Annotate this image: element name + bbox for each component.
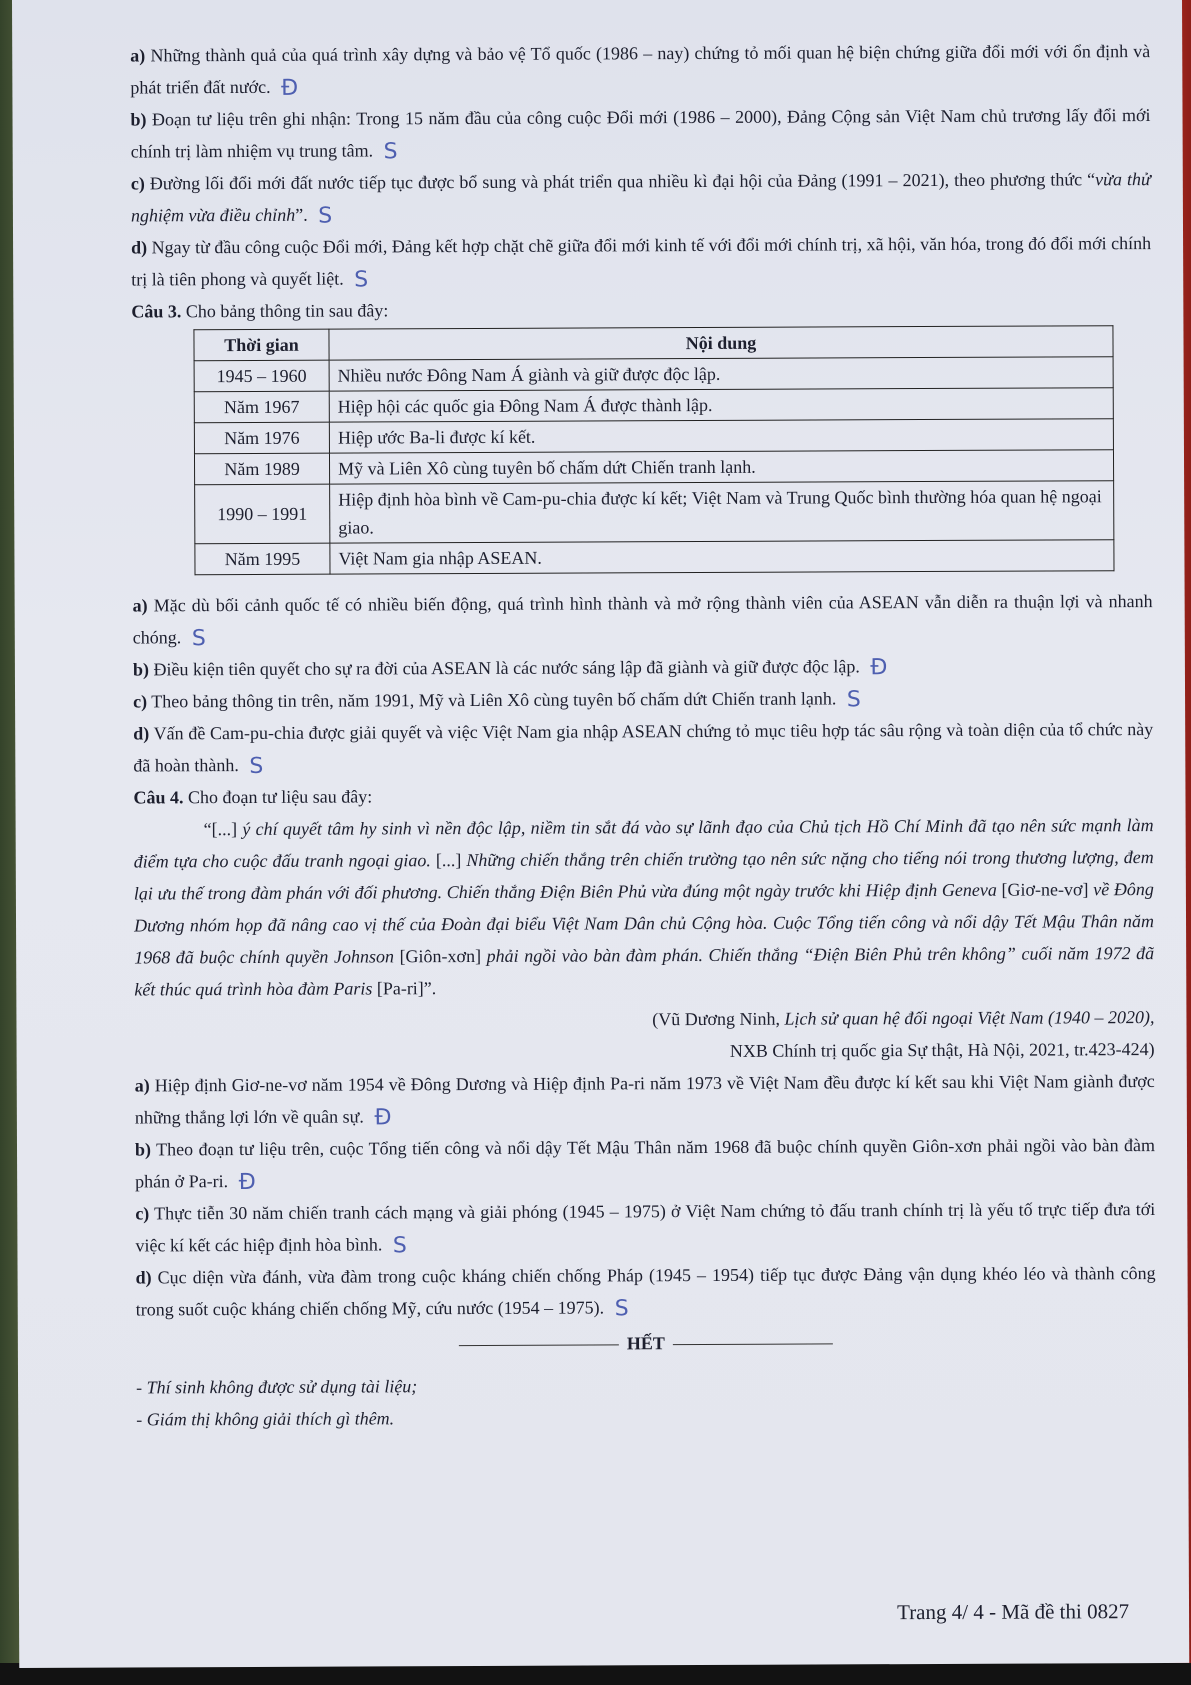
quote-ellipsis: [...]: [430, 850, 467, 871]
q3-statement-b: [133, 649, 1153, 685]
row-time: Năm 1976: [194, 422, 329, 454]
q3-a-text: Mặc dù bối cảnh quốc tế có nhiều biến động, quá trình hình thành và mở rộng thành viên của ASEAN vẫn diễn ra thuận lợi và nhanh chóng.: [132, 591, 1153, 648]
q4-prompt: Cho đoạn tư liệu sau đây:: [187, 786, 373, 808]
q2-statement-a: [130, 35, 1150, 103]
handwritten-mark: S: [392, 1233, 407, 1259]
row-time: 1945 – 1960: [194, 360, 329, 392]
q2-statement-b: [130, 99, 1150, 167]
handwritten-mark: S: [249, 753, 264, 779]
q4-number: Câu 4.: [133, 787, 184, 808]
exam-page: [12, 0, 1189, 1668]
q4-quote: [134, 809, 1155, 1005]
handwritten-mark: Đ: [870, 655, 888, 681]
q2-c-text-end: ”.: [295, 204, 308, 225]
end-marker: [136, 1325, 1156, 1361]
q2-a-text: Những thành quả của quá trình xây dựng và bảo vệ Tổ quốc (1986 – nay) chứng tỏ mối quan hệ biện chứng giữa đổi mới với ổn định và phát triển đất nước.: [130, 41, 1151, 98]
q2-c-label: c): [130, 173, 145, 194]
quote-gloss-paris: [Pa-ri]”.: [372, 978, 437, 999]
page-footer: Trang 4/ 4 - Mã đề thi 0827: [897, 1599, 1130, 1625]
q2-c-italic-text: vừa thử nghiệm vừa điều chỉnh: [130, 169, 1151, 226]
end-text: HẾT: [626, 1333, 665, 1354]
table-header-row: [194, 326, 1113, 361]
header-time: Thời gian: [194, 329, 329, 361]
q3-d-label: d): [133, 723, 150, 744]
quote-part-3: về Đông Dương nhóm họp đã nâng cao vị thế của Đoàn đại biểu Việt Nam Dân chủ Cộng hòa. Cuộc Tổng tiến công và nổi dậy Tết Mậu Thân năm 1968 đã buộc chính quyền Johnson: [133, 879, 1155, 968]
q4-b-text: Theo đoạn tư liệu trên, cuộc Tổng tiến công và nổi dậy Tết Mậu Thân năm 1968 đã buộc chính quyền Giôn-xơn phải ngồi vào bàn đàm phán ở Pa-ri.: [135, 1135, 1156, 1192]
q3-b-text: Điều kiện tiên quyết cho sự ra đời của ASEAN là các nước sáng lập đã giành và giữ được độc lập.: [153, 656, 860, 680]
q4-a-text: Hiệp định Giơ-ne-vơ năm 1954 về Đông Dương và Hiệp định Pa-ri năm 1973 về Việt Nam đều được kí kết sau khi Việt Nam giành được những thắng lợi lớn về quân sự.: [134, 1071, 1155, 1128]
table-row: [194, 388, 1113, 423]
q3-number: Câu 3.: [131, 301, 182, 322]
handwritten-mark: S: [318, 203, 333, 229]
q4-source: [134, 1001, 1154, 1037]
quote-gloss-johnson: [Giôn-xơn]: [393, 945, 487, 967]
q4-c-text: Thực tiễn 30 năm chiến tranh cách mạng và giải phóng (1945 – 1975) ở Việt Nam chứng tỏ đấu tranh chính trị là yếu tố trực tiếp đưa tới việc kí kết các hiệp định hòa bình.: [135, 1199, 1156, 1256]
q2-statement-c: [131, 163, 1151, 231]
table-row: [194, 419, 1113, 454]
q2-statement-d: [131, 227, 1151, 295]
q2-d-label: d): [131, 237, 148, 258]
q4-a-label: a): [134, 1075, 150, 1096]
row-time: Năm 1967: [194, 391, 329, 423]
row-content: Hiệp hội các quốc gia Đông Nam Á được thành lập.: [329, 388, 1113, 422]
divider: [673, 1344, 833, 1346]
handwritten-mark: Đ: [281, 75, 299, 101]
quote-gloss-geneva: [Giơ-ne-vơ]: [996, 879, 1094, 900]
q4-c-label: c): [135, 1203, 150, 1224]
handwritten-mark: S: [846, 687, 861, 713]
q4-d-label: d): [135, 1267, 152, 1288]
quote-part-1: ý chí quyết tâm hy sinh vì nền độc lập, niềm tin sắt đá vào sự lãnh đạo của Chủ tịch Hồ Chí Minh đã tạo nên sức mạnh làm điểm tựa cho cuộc đấu tranh ngoại giao.: [133, 815, 1154, 872]
note-proctor: - Giám thị không giải thích gì thêm.: [136, 1408, 395, 1430]
handwritten-mark: Đ: [238, 1169, 256, 1195]
q3-c-text: Theo bảng thông tin trên, năm 1991, Mỹ và Liên Xô cùng tuyên bố chấm dứt Chiến tranh lạnh.: [151, 688, 837, 712]
row-content: Nhiều nước Đông Nam Á giành và giữ được độc lập.: [329, 357, 1113, 391]
row-content: Việt Nam gia nhập ASEAN.: [330, 540, 1114, 574]
handwritten-mark: Đ: [374, 1105, 392, 1131]
row-content: Mỹ và Liên Xô cùng tuyên bố chấm dứt Chiến tranh lạnh.: [329, 450, 1113, 484]
q4-statement-d: [136, 1257, 1156, 1325]
table-row: [195, 481, 1114, 544]
header-content: Nội dung: [329, 326, 1113, 360]
q2-c-text: Đường lối đổi mới đất nước tiếp tục được bổ sung và phát triển qua nhiều kì đại hội của Đảng (1991 – 2021), theo phương thức “: [149, 169, 1096, 194]
row-time: Năm 1989: [194, 453, 329, 485]
q3-heading: [131, 291, 1151, 327]
q4-b-label: b): [134, 1139, 152, 1160]
q3-d-text: Vấn đề Cam-pu-chia được giải quyết và việc Việt Nam gia nhập ASEAN chứng tỏ mục tiêu hợp tác sâu rộng và toàn diện của tổ chức này đã hoàn thành.: [133, 719, 1154, 776]
q4-statement-c: [135, 1193, 1155, 1261]
q4-heading: [133, 777, 1153, 813]
q3-statement-a: [133, 585, 1153, 653]
source-publisher: NXB Chính trị quốc gia Sự thật, Hà Nội, 2021, tr.423-424): [729, 1039, 1155, 1061]
q3-b-label: b): [132, 659, 149, 680]
divider: [459, 1345, 619, 1347]
handwritten-mark: S: [354, 267, 369, 293]
q2-a-label: a): [130, 45, 146, 66]
q4-statement-b: [135, 1129, 1155, 1197]
handwritten-mark: S: [191, 626, 206, 652]
q3-c-label: c): [133, 691, 148, 712]
table-row: [194, 450, 1113, 485]
handwritten-mark: S: [383, 139, 398, 165]
q4-statement-a: [135, 1065, 1155, 1133]
q3-prompt: Cho bảng thông tin sau đây:: [185, 300, 389, 322]
table-row: [195, 540, 1114, 575]
q3-info-table: [193, 325, 1114, 575]
q4-d-text: Cục diện vừa đánh, vừa đàm trong cuộc kháng chiến chống Pháp (1945 – 1954) tiếp tục được Đảng vận dụng khéo léo và thành công trong suốt cuộc kháng chiến chống Mỹ, cứu nước (1954 – 1975).: [135, 1263, 1156, 1320]
row-time: Năm 1995: [195, 543, 330, 575]
quote-part-2: Những chiến thắng trên chiến trường tạo nên sức nặng cho tiếng nói trong thương lượng, đem lại ưu thế trong đàm phán với đối phương. Chiến thắng Điện Biên Phủ vừa đúng một ngày trước khi Hiệp định Geneva: [133, 847, 1154, 904]
source-title: Lịch sử quan hệ đối ngoại Việt Nam (1940 – 2020),: [784, 1007, 1155, 1029]
q3-statement-c: [133, 681, 1153, 717]
note-candidate: - Thí sinh không được sử dụng tài liệu;: [136, 1376, 418, 1398]
row-content: Hiệp ước Ba-li được kí kết.: [329, 419, 1113, 453]
row-time: 1990 – 1991: [195, 484, 330, 544]
q3-a-label: a): [132, 595, 148, 616]
handwritten-mark: S: [614, 1296, 629, 1322]
source-author: (Vũ Dương Ninh,: [652, 1008, 785, 1030]
q2-b-text: Đoạn tư liệu trên ghi nhận: Trong 15 năm đầu của công cuộc Đổi mới (1986 – 2000), Đảng Cộng sản Việt Nam chủ trương lấy đổi mới chính trị làm nhiệm vụ trung tâm.: [130, 105, 1151, 162]
q3-statement-d: [133, 713, 1153, 781]
q2-b-label: b): [130, 109, 147, 130]
quote-part-4: phải ngồi vào bàn đàm phán. Chiến thắng “Điện Biên Phủ trên không” cuối năm 1972 đã kết thúc quá trình hòa đàm Paris: [134, 943, 1155, 1000]
row-content: Hiệp định hòa bình về Cam-pu-chia được kí kết; Việt Nam và Trung Quốc bình thường hóa quan hệ ngoại giao.: [330, 481, 1114, 543]
quote-open: “[...]: [203, 819, 243, 840]
table-row: [194, 357, 1113, 392]
page-content: [130, 35, 1156, 1435]
q2-d-text: Ngay từ đầu công cuộc Đổi mới, Đảng kết hợp chặt chẽ giữa đổi mới kinh tế với đổi mới chính trị, xã hội, văn hóa, trong đó đổi mới chính trị là tiên phong và quyết liệt.: [131, 233, 1152, 290]
